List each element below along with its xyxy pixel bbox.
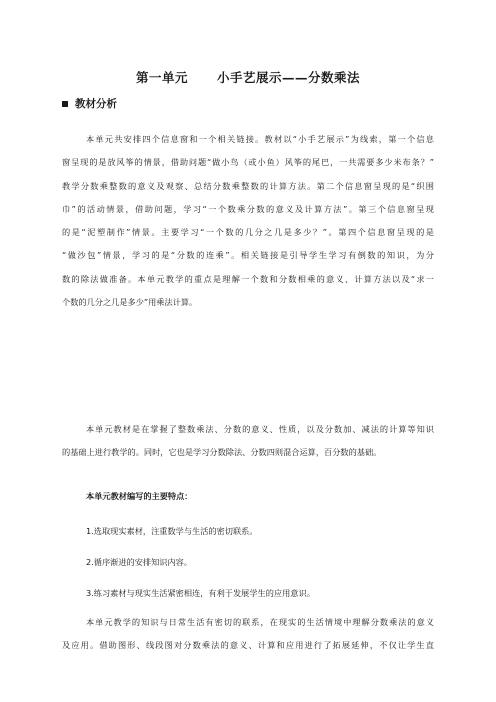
- page-title: 第一单元 小手艺展示——分数乘法: [135, 70, 361, 85]
- paragraph-line: 的基础上进行教学的。同时，它也是学习分数除法、分数四则混合运算，百分数的基础。: [62, 447, 382, 458]
- paragraph-line: 巾”的活动情景，借助问题，学习“一个数乘分数的意义及计算方法”。第三个信息窗呈现: [62, 203, 434, 214]
- paragraph-foundation: [62, 418, 434, 465]
- square-bullet-icon: [62, 101, 68, 107]
- paragraph-application: [62, 611, 434, 658]
- features-subheading: [62, 485, 434, 508]
- paragraph-line: 本单元教材是在掌握了整数乘法、分数的意义、性质，以及分数加、减法的计算等知识: [86, 424, 434, 434]
- paragraph-line: 及应用。借助图形、线段图对分数乘法的意义、计算和应用进行了拓展延伸，不仅让学生直: [62, 640, 434, 651]
- paragraph-teaching-overview: [62, 128, 434, 314]
- section-heading-text: 教材分析: [75, 98, 117, 110]
- paragraph-line: 本单元共安排四个信息窗和一个相关链接。教材以“小手艺展示”为线索，第一个信息: [86, 134, 434, 144]
- list-item: 1.选取现实素材，注重数学与生活的密切联系。: [86, 526, 258, 536]
- paragraph-line: 的是“泥塑制作”情景。主要学习“一个数的几分之几是多少？”。第四个信息窗呈现的是: [62, 227, 434, 238]
- paragraph-line: 本单元教学的知识与日常生活有密切的联系，在现实的生活情境中理解分数乘法的意义: [86, 617, 434, 627]
- features-list: [62, 516, 434, 609]
- paragraph-line: 数的除法做准备。本单元教学的重点是理解一个数和分数相乘的意义、计算方法以及“求一: [62, 273, 434, 284]
- list-item: 2.循序渐进的安排知识内容。: [86, 557, 193, 567]
- section-heading: [62, 96, 117, 111]
- paragraph-line: 教学分数乘整数的意义及观察、总结分数乘整数的计算方法。第二个信息窗呈现的是“织围: [62, 180, 434, 191]
- paragraph-line: 窗呈现的是放风筝的情景，借助问题“做小鸟（或小鱼）风筝的尾巴，一共需要多少米布条？”: [62, 157, 434, 168]
- list-item: 3.练习素材与现实生活紧密相连，有利于发展学生的应用意识。: [86, 588, 315, 598]
- paragraph-line: 个数的几分之几是多少”用乘法计算。: [62, 297, 198, 308]
- subheading-text: 本单元教材编写的主要特点：: [86, 491, 193, 501]
- paragraph-line: “做沙包”情景，学习的是“分数的连乘”。相关链接是引导学生学习有倒数的知识，为分: [62, 250, 434, 261]
